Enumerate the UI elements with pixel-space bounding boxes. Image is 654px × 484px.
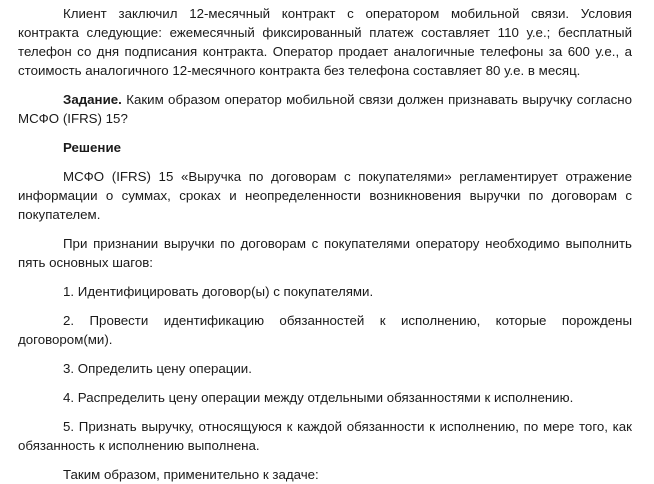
step-item-3: 3. Определить цену операции.	[63, 361, 252, 376]
conclusion-paragraph: Таким образом, применительно к задаче:	[63, 467, 319, 482]
task-text: Каким образом оператор мобильной связи должен признавать выручку согласно МСФО (IFRS) 15?	[18, 92, 632, 126]
step-item-1: 1. Идентифицировать договор(ы) с покупателями.	[63, 284, 374, 299]
five-steps-intro-paragraph: При признании выручки по договорам с покупателями оператору необходимо выполнить пять основных шагов:	[18, 236, 632, 270]
intro-paragraph: Клиент заключил 12-месячный контракт с оператором мобильной связи. Условия контракта следующие: ежемесячный фиксированный платеж составляет 110 у.е.; бесплатный телефон со дня подписания контракта. Оператор продает аналогичные телефоны за 600 у.е., а стоимость аналогичного 12-месячного контракта без телефона составляет 80 у.е. в месяц.	[18, 6, 632, 78]
step-item-2: 2. Провести идентификацию обязанностей к исполнению, которые порождены договором(ми).	[18, 313, 632, 347]
step-item-4: 4. Распределить цену операции между отдельными обязанностями к исполнению.	[63, 390, 574, 405]
task-label: Задание.	[63, 92, 122, 107]
solution-heading: Решение	[63, 140, 122, 155]
step-item-5: 5. Признать выручку, относящуюся к каждой обязанности к исполнению, по мере того, как обязанность к исполнению выполнена.	[18, 419, 632, 453]
task-paragraph	[18, 90, 632, 128]
ifrs-description-paragraph: МСФО (IFRS) 15 «Выручка по договорам с покупателями» регламентирует отражение информации о суммах, сроках и неопределенности возникновения выручки по договорам с покупателем.	[18, 169, 632, 222]
